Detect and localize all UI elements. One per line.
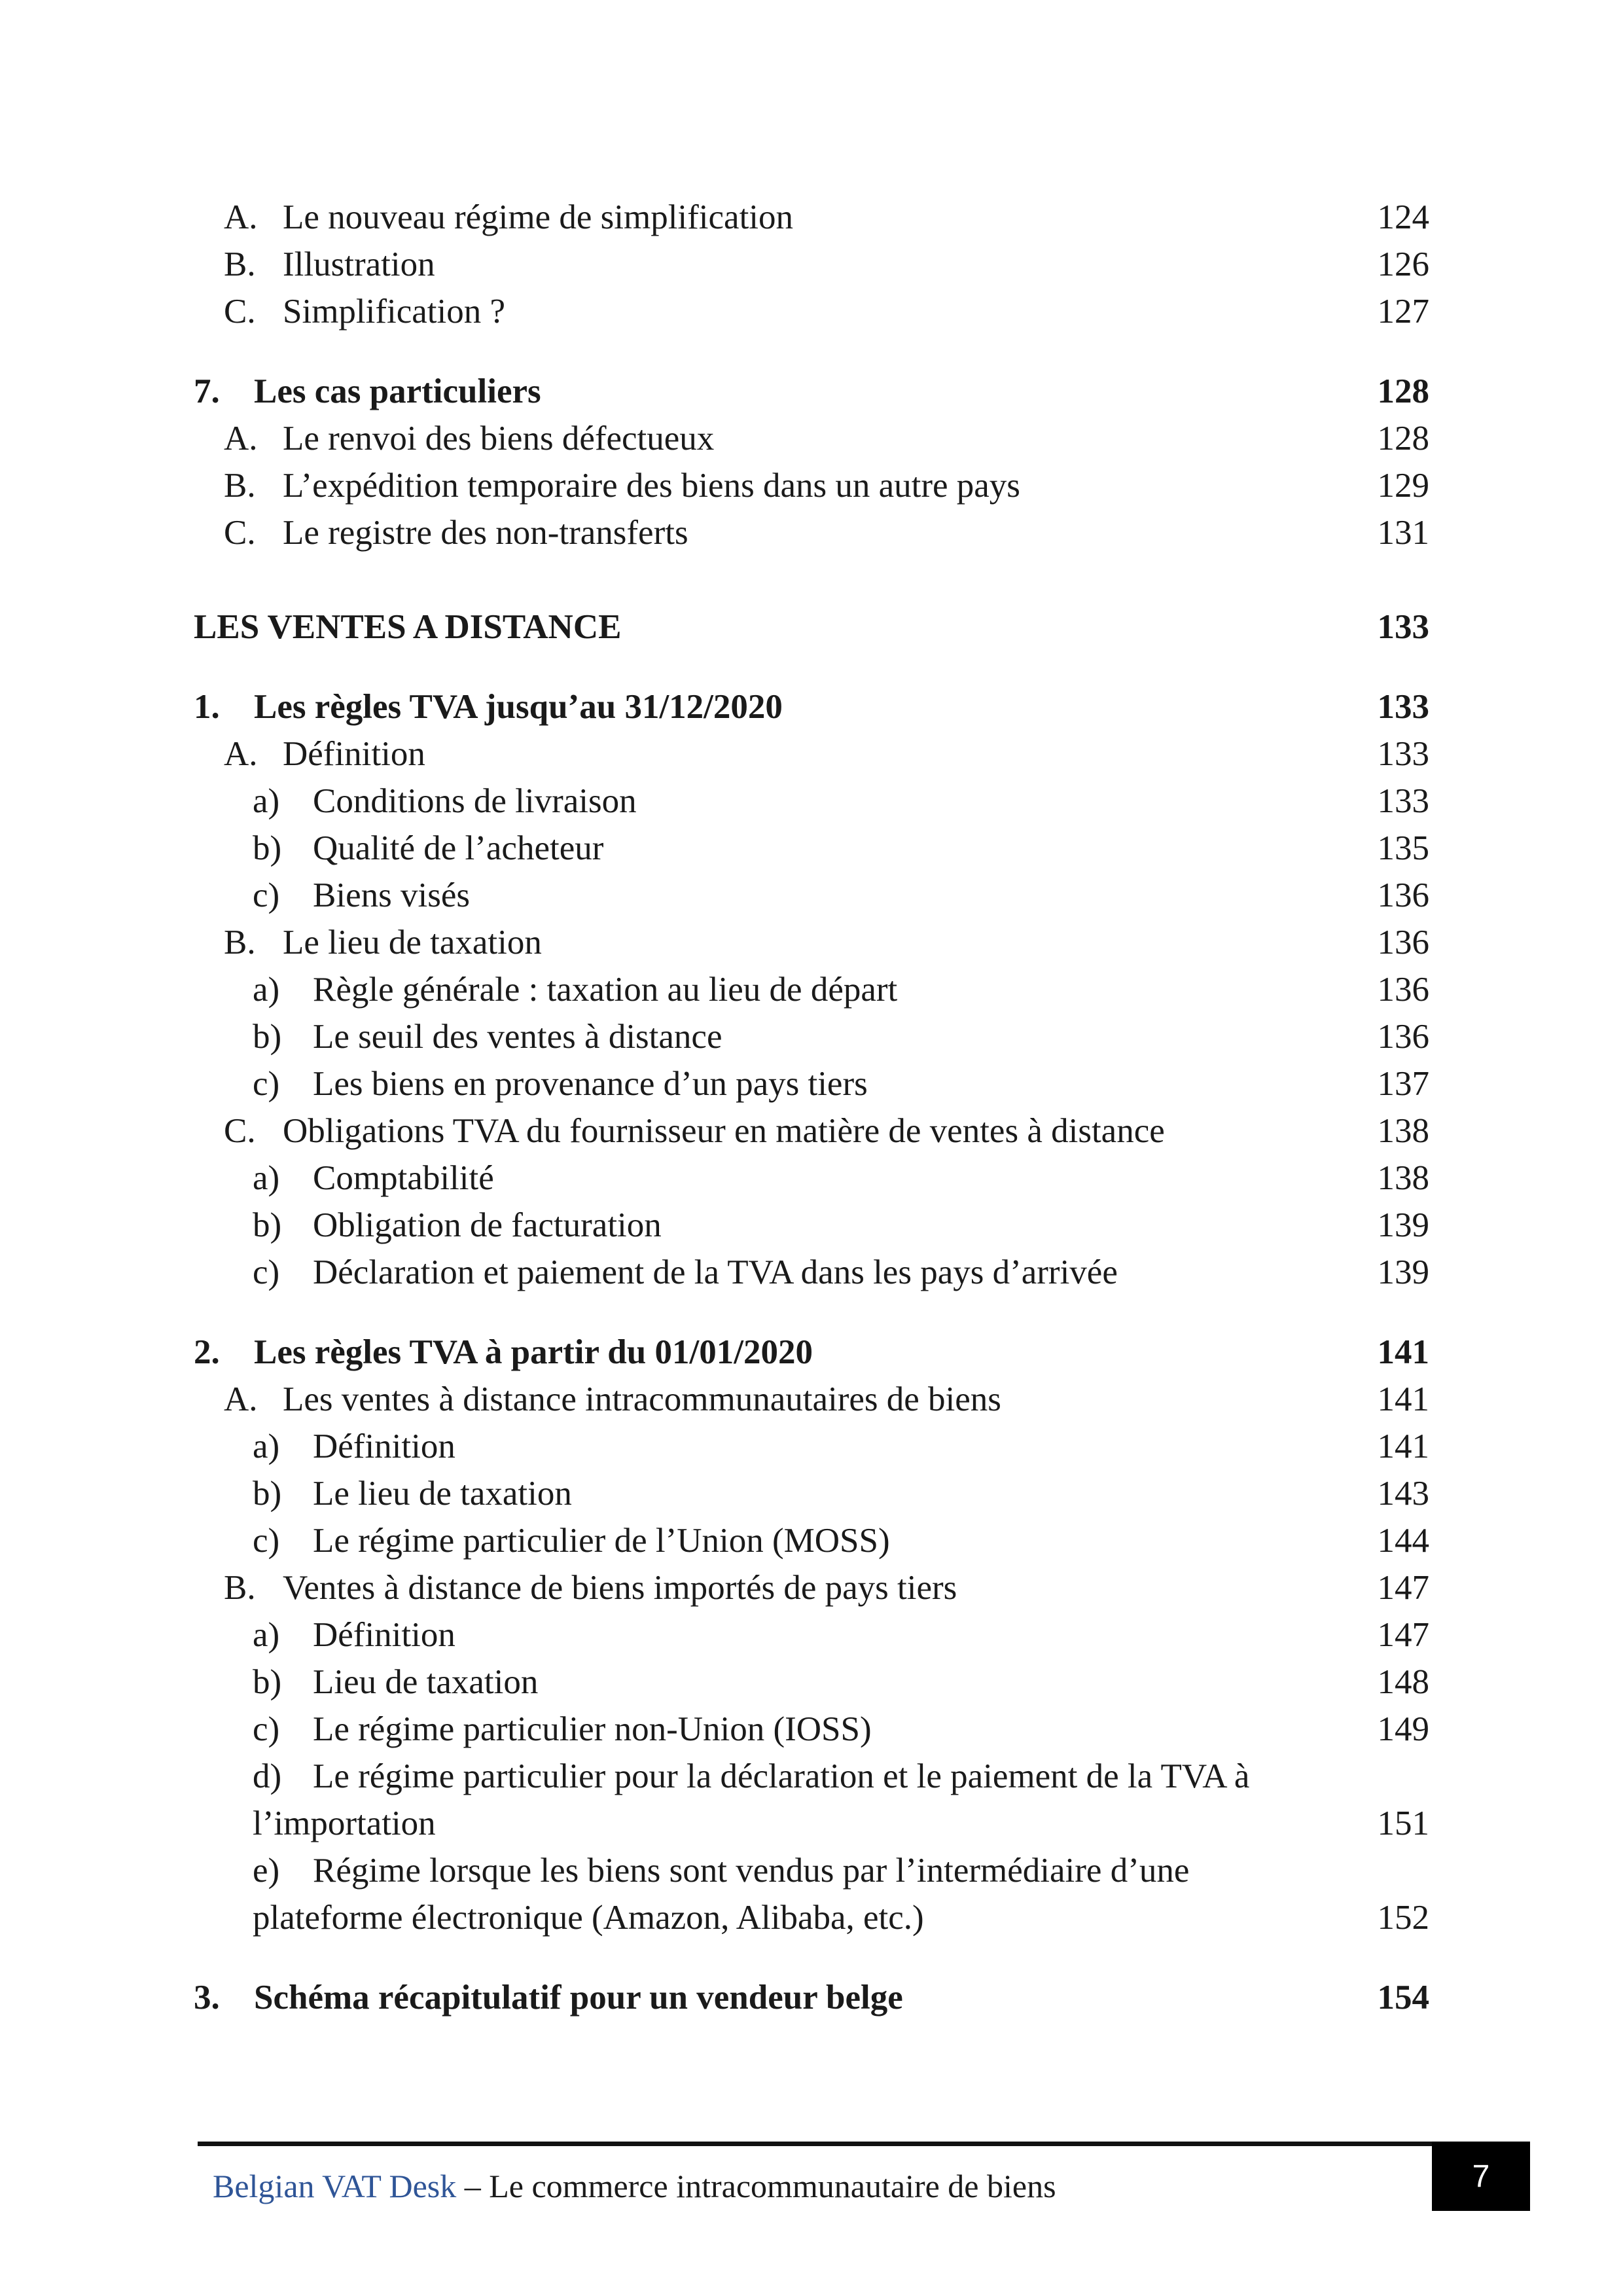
toc-entry [0, 368, 1429, 415]
toc-entry-page: 124 [1377, 198, 1429, 236]
footer-subtitle: Le commerce intracommunautaire de biens [489, 2168, 1056, 2204]
toc-entry [0, 1564, 1429, 1611]
toc-entry [0, 241, 1429, 288]
toc-entry-marker: B. [224, 245, 256, 283]
page-number-box [1432, 2142, 1530, 2211]
footer-divider [198, 2142, 1432, 2146]
toc-entry-page: 148 [1377, 1663, 1429, 1701]
toc-entry-title: Les règles TVA à partir du 01/01/2020 [254, 1333, 813, 1371]
toc-entry-title-continued: plateforme électronique (Amazon, Alibaba, etc.) [253, 1899, 924, 1937]
toc-entry-title: Le registre des non-transferts [283, 514, 688, 552]
toc-entry [0, 1753, 1429, 1847]
toc-entry [0, 1155, 1429, 1202]
toc-entry-page: 139 [1377, 1253, 1429, 1291]
toc-entry-marker: A. [224, 420, 258, 457]
toc-entry [0, 1659, 1429, 1706]
toc-entry [0, 1974, 1429, 2021]
toc-entry [0, 872, 1429, 919]
toc-entry-marker: 3. [194, 1979, 220, 2017]
toc-entry [0, 919, 1429, 966]
toc-entry-title: Le régime particulier pour la déclaration et le paiement de la TVA à [313, 1757, 1250, 1795]
toc-entry [0, 1202, 1429, 1249]
toc-entry-marker: a) [253, 1427, 280, 1465]
toc-entry-page: 137 [1377, 1065, 1429, 1103]
toc-entry-page: 127 [1377, 293, 1429, 331]
toc-entry-title: Régime lorsque les biens sont vendus par l’intermédiaire d’une [313, 1852, 1190, 1890]
toc-entry [0, 288, 1429, 335]
toc-entry [0, 966, 1429, 1013]
toc-entry-title: Le renvoi des biens défectueux [283, 420, 715, 457]
toc-entry-page: 141 [1377, 1380, 1429, 1418]
toc-entry-title: Le régime particulier de l’Union (MOSS) [313, 1522, 890, 1560]
footer-separator: – [456, 2168, 490, 2204]
toc-entry-page: 149 [1377, 1710, 1429, 1748]
toc-entry-title-continued: l’importation [253, 1804, 436, 1842]
toc-entry-page: 151 [1377, 1804, 1429, 1842]
toc-entry-title: Qualité de l’acheteur [313, 829, 604, 867]
toc-entry-title: Biens visés [313, 876, 470, 914]
toc-entry-title: Les cas particuliers [254, 372, 541, 410]
toc-entry-title: Définition [313, 1616, 455, 1654]
toc-entry [0, 1329, 1429, 1376]
toc-entry-marker: c) [253, 1710, 280, 1748]
toc-entry-title: Obligation de facturation [313, 1206, 662, 1244]
toc-entry-page: 147 [1377, 1616, 1429, 1654]
toc-entry-page: 141 [1377, 1333, 1429, 1371]
toc-entry-page: 154 [1377, 1979, 1429, 2017]
toc-entry-marker: d) [253, 1757, 282, 1795]
toc-entry-page: 152 [1377, 1899, 1429, 1937]
toc-entry-marker: 2. [194, 1333, 220, 1371]
toc-entry-page: 131 [1377, 514, 1429, 552]
toc-entry-page: 136 [1377, 1018, 1429, 1056]
toc-entry-page: 128 [1377, 372, 1429, 410]
toc-entry-page: 135 [1377, 829, 1429, 867]
toc-entry-title: Conditions de livraison [313, 782, 637, 820]
toc-entry [0, 415, 1429, 462]
toc-entry-marker: b) [253, 1475, 282, 1513]
toc-entry-marker: C. [224, 514, 256, 552]
toc-entry-marker: b) [253, 1206, 282, 1244]
footer-brand: Belgian VAT Desk [213, 2168, 457, 2204]
toc-entry [0, 1706, 1429, 1753]
toc-entry-page: 139 [1377, 1206, 1429, 1244]
toc-entry-page: 126 [1377, 245, 1429, 283]
toc-entry-marker: c) [253, 1522, 280, 1560]
toc-entry-page: 133 [1377, 608, 1429, 646]
toc-entry [0, 1517, 1429, 1564]
toc-entry-page: 141 [1377, 1427, 1429, 1465]
toc-entry-title: Règle générale : taxation au lieu de départ [313, 971, 898, 1009]
toc-entry [0, 1249, 1429, 1296]
toc-entry-marker: a) [253, 971, 280, 1009]
toc-entry-marker: c) [253, 876, 280, 914]
toc-entry-marker: c) [253, 1065, 280, 1103]
toc-entry-title: Illustration [283, 245, 435, 283]
toc-entry [0, 462, 1429, 509]
toc-entry [0, 1107, 1429, 1155]
toc-entry-title: LES VENTES A DISTANCE [194, 608, 622, 646]
toc-entry-title: Définition [283, 735, 425, 773]
toc-entry-marker: a) [253, 1616, 280, 1654]
toc-entry [0, 730, 1429, 778]
toc-entry-marker: C. [224, 293, 256, 331]
toc-entry-marker: A. [224, 1380, 258, 1418]
toc-entry-title: Le lieu de taxation [313, 1475, 572, 1513]
toc-entry [0, 1423, 1429, 1470]
toc-entry [0, 825, 1429, 872]
toc-entry [0, 778, 1429, 825]
toc-entry-title: Le régime particulier non-Union (IOSS) [313, 1710, 872, 1748]
toc-entry-page: 147 [1377, 1569, 1429, 1607]
toc-entry-title: Le seuil des ventes à distance [313, 1018, 722, 1056]
toc-entry [0, 1060, 1429, 1107]
toc-entry-title: Schéma récapitulatif pour un vendeur belge [254, 1979, 903, 2017]
toc-entry-marker: a) [253, 1159, 280, 1197]
toc-entry-marker: 7. [194, 372, 220, 410]
toc-entry-marker: B. [224, 924, 256, 961]
toc-entry-page: 138 [1377, 1159, 1429, 1197]
toc-entry-marker: B. [224, 467, 256, 505]
toc-entry-marker: C. [224, 1112, 256, 1150]
toc-entry-title: Les règles TVA jusqu’au 31/12/2020 [254, 688, 783, 726]
toc-entry [0, 603, 1429, 651]
toc-entry-marker: 1. [194, 688, 220, 726]
toc-entry [0, 194, 1429, 241]
toc-entry-marker: b) [253, 829, 282, 867]
toc-entry-marker: b) [253, 1018, 282, 1056]
toc-entry-marker: a) [253, 782, 280, 820]
toc-entry-page: 128 [1377, 420, 1429, 457]
toc-entry-marker: e) [253, 1852, 280, 1890]
toc-entry-page: 138 [1377, 1112, 1429, 1150]
toc-entry-title: Définition [313, 1427, 455, 1465]
toc-entry-title: L’expédition temporaire des biens dans un autre pays [283, 467, 1020, 505]
toc-entry-marker: c) [253, 1253, 280, 1291]
page-number: 7 [1472, 2159, 1490, 2194]
toc-entry-page: 133 [1377, 782, 1429, 820]
toc-entry-page: 144 [1377, 1522, 1429, 1560]
footer [213, 2166, 1056, 2206]
toc-entry-title: Les biens en provenance d’un pays tiers [313, 1065, 868, 1103]
toc-entry [0, 509, 1429, 556]
toc-entry-marker: A. [224, 198, 258, 236]
toc-entry-title: Obligations TVA du fournisseur en matière de ventes à distance [283, 1112, 1165, 1150]
toc-entry-title: Simplification ? [283, 293, 506, 331]
toc-entry-page: 136 [1377, 924, 1429, 961]
toc-entry [0, 1376, 1429, 1423]
toc-entry-marker: A. [224, 735, 258, 773]
toc-entry-page: 133 [1377, 688, 1429, 726]
toc-entry-marker: b) [253, 1663, 282, 1701]
toc-entry-page: 133 [1377, 735, 1429, 773]
toc-entry-page: 136 [1377, 876, 1429, 914]
toc-entry [0, 683, 1429, 730]
toc-entry-title: Comptabilité [313, 1159, 494, 1197]
toc-entry-page: 129 [1377, 467, 1429, 505]
toc-entry-title: Ventes à distance de biens importés de pays tiers [283, 1569, 957, 1607]
toc-entry [0, 1847, 1429, 1941]
toc-entry-title: Le nouveau régime de simplification [283, 198, 794, 236]
toc-entry [0, 1013, 1429, 1060]
toc-entry [0, 1611, 1429, 1659]
toc-entry-title: Le lieu de taxation [283, 924, 542, 961]
toc-entry [0, 1470, 1429, 1517]
toc-entry-page: 136 [1377, 971, 1429, 1009]
toc-entry-title: Déclaration et paiement de la TVA dans les pays d’arrivée [313, 1253, 1118, 1291]
toc-entry-title: Lieu de taxation [313, 1663, 539, 1701]
toc-entry-marker: B. [224, 1569, 256, 1607]
toc-entry-title: Les ventes à distance intracommunautaires de biens [283, 1380, 1001, 1418]
toc-entry-page: 143 [1377, 1475, 1429, 1513]
